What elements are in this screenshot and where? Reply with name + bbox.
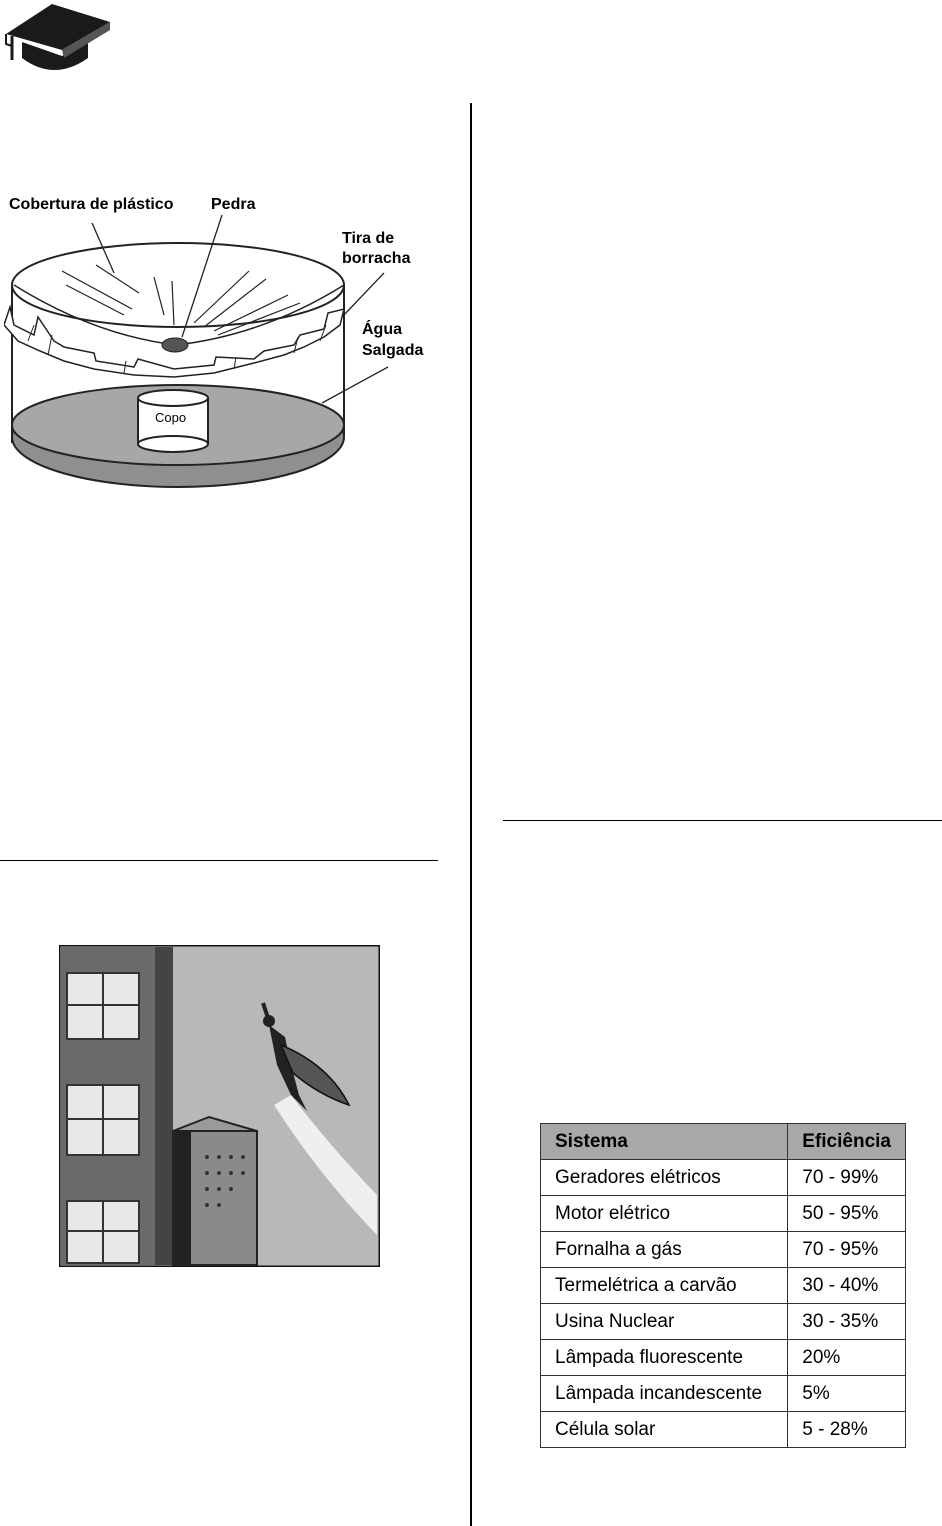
label-cup: Copo (155, 410, 187, 425)
label-plastic-cover: Cobertura de plástico (9, 196, 174, 213)
table-row (541, 1376, 906, 1412)
cell-system: Usina Nuclear (541, 1304, 788, 1340)
cell-system: Célula solar (541, 1412, 788, 1448)
table-row (541, 1412, 906, 1448)
cell-efficiency: 70 - 99% (788, 1160, 906, 1196)
cell-system: Geradores elétricos (541, 1160, 788, 1196)
superhero-flying-illustration (59, 945, 380, 1267)
table-header-row (541, 1124, 906, 1160)
table-row (541, 1304, 906, 1340)
solar-still-diagram (4, 185, 444, 505)
label-salt-water-2: Salgada (362, 342, 424, 359)
graduation-cap-book-icon (4, 0, 112, 78)
table-row (541, 1340, 906, 1376)
header-system: Sistema (541, 1124, 788, 1160)
cell-efficiency: 70 - 95% (788, 1232, 906, 1268)
label-rubber-band-2: borracha (342, 250, 411, 267)
label-stone: Pedra (211, 196, 256, 213)
right-section-divider (503, 820, 942, 821)
cell-system: Motor elétrico (541, 1196, 788, 1232)
column-divider (470, 103, 472, 1526)
cell-system: Lâmpada fluorescente (541, 1340, 788, 1376)
cell-efficiency: 50 - 95% (788, 1196, 906, 1232)
cell-efficiency: 5 - 28% (788, 1412, 906, 1448)
left-section-divider (0, 860, 438, 861)
table-row (541, 1160, 906, 1196)
cell-efficiency: 5% (788, 1376, 906, 1412)
table-row (541, 1232, 906, 1268)
cell-system: Fornalha a gás (541, 1232, 788, 1268)
cell-system: Termelétrica a carvão (541, 1268, 788, 1304)
cell-system: Lâmpada incandescente (541, 1376, 788, 1412)
efficiency-table (540, 1123, 906, 1448)
header-efficiency: Eficiência (788, 1124, 906, 1160)
label-rubber-band-1: Tira de (342, 230, 395, 247)
cell-efficiency: 30 - 40% (788, 1268, 906, 1304)
table-row (541, 1196, 906, 1232)
label-salt-water-1: Água (362, 321, 402, 338)
cell-efficiency: 30 - 35% (788, 1304, 906, 1340)
cell-efficiency: 20% (788, 1340, 906, 1376)
table-row (541, 1268, 906, 1304)
